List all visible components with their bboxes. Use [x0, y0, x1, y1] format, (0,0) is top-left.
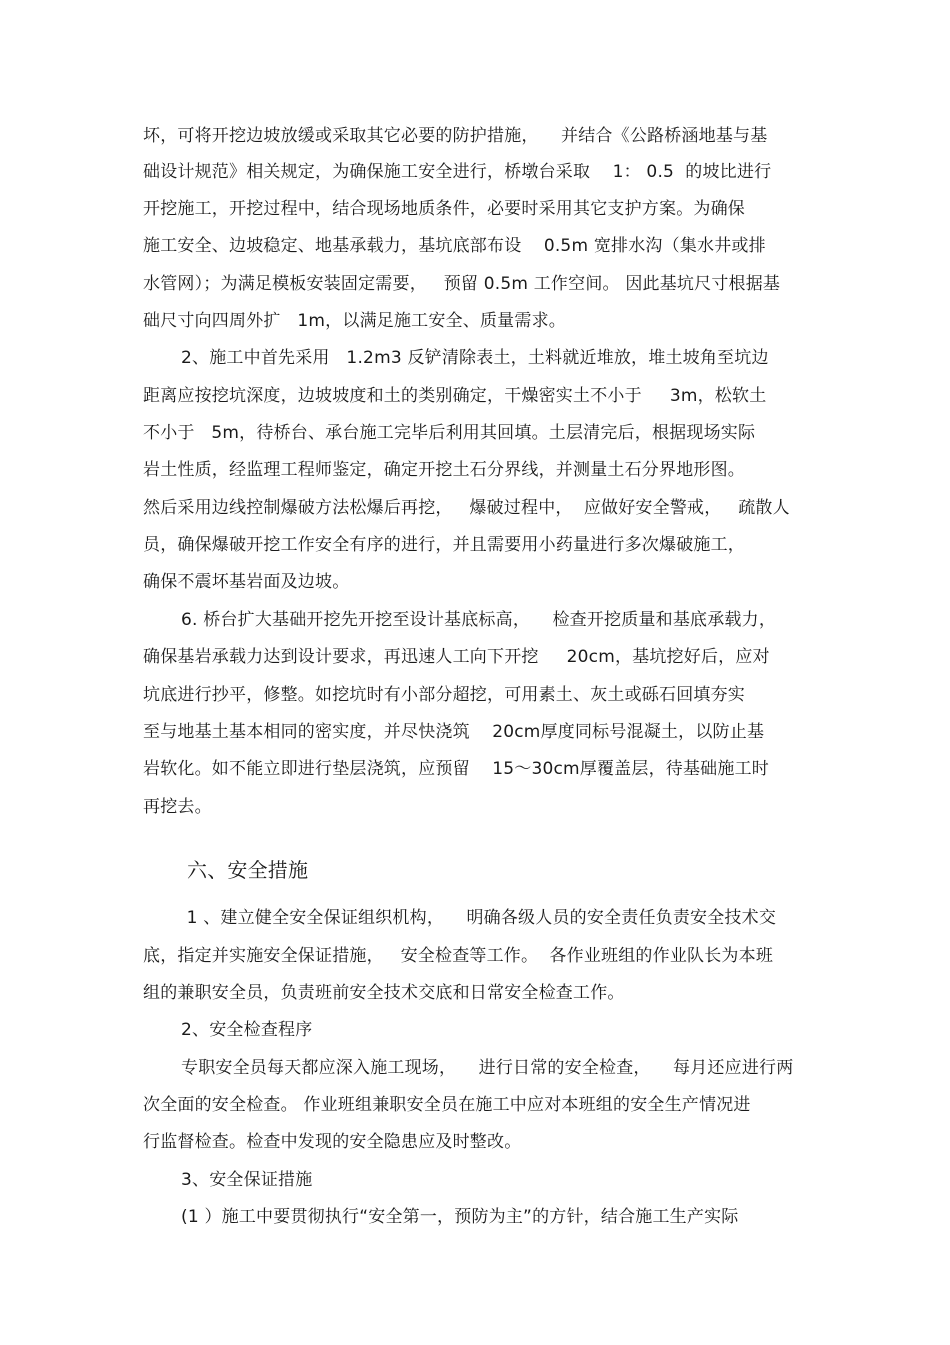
paragraph-2-line-2: 距离应按挖坑深度，边坡坡度和土的类别确定，干燥密实土不小于 3m，松软土 — [143, 386, 767, 406]
paragraph-3-line-4: 至与地基土基本相同的密实度，并尽快浇筑 20cm厚度同标号混凝土，以防止基 — [143, 722, 765, 742]
subheading-safety-guarantee-measures: 3、安全保证措施 — [181, 1170, 313, 1190]
paragraph-2-line-7: 确保不震坏基岩面及边坡。 — [143, 572, 350, 592]
paragraph-1-line-5: 水管网）；为满足模板安装固定需要， 预留 0.5m 工作空间。 因此基坑尺寸根据基 — [143, 274, 781, 294]
paragraph-2-line-6: 员，确保爆破开挖工作安全有序的进行，并且需要用小药量进行多次爆破施工， — [143, 535, 745, 555]
paragraph-3-line-6: 再挖去。 — [143, 797, 212, 817]
paragraph-2-line-4: 岩土性质，经监理工程师鉴定，确定开挖土石分界线，并测量土石分界地形图。 — [143, 460, 745, 480]
paragraph-1-line-2: 础设计规范》相关规定，为确保施工安全进行，桥墩台采取 1： 0.5 的坡比进行 — [143, 162, 772, 182]
paragraph-3-line-3: 坑底进行抄平，修整。如挖坑时有小部分超挖，可用素土、灰土或砾石回填夯实 — [143, 685, 745, 705]
paragraph-2-line-3: 不小于 5m，待桥台、承台施工完毕后利用其回填。土层清完后，根据现场实际 — [143, 423, 756, 443]
paragraph-5-line-3: 行监督检查。检查中发现的安全隐患应及时整改。 — [143, 1132, 522, 1152]
paragraph-4-line-2: 底，指定并实施安全保证措施， 安全检查等工作。 各作业班组的作业队长为本班 — [143, 946, 774, 966]
paragraph-1-line-3: 开挖施工，开挖过程中，结合现场地质条件，必要时采用其它支护方案。为确保 — [143, 199, 745, 219]
paragraph-5-line-1: 专职安全员每天都应深入施工现场， 进行日常的安全检查， 每月还应进行两 — [181, 1058, 794, 1078]
paragraph-4-line-1: 1 、建立健全安全保证组织机构， 明确各级人员的安全责任负责安全技术交 — [181, 908, 777, 928]
section-heading: 六、安全措施 — [187, 858, 309, 882]
paragraph-3-line-1: 6. 桥台扩大基础开挖先开挖至设计基底标高， 检查开挖质量和基底承载力， — [181, 610, 777, 630]
paragraph-1-line-6: 础尺寸向四周外扩 1m，以满足施工安全、质量需求。 — [143, 311, 566, 331]
paragraph-6-line-1: (1 ）施工中要贯彻执行“安全第一，预防为主”的方针，结合施工生产实际 — [181, 1207, 739, 1227]
paragraph-3-line-5: 岩软化。如不能立即进行垫层浇筑，应预留 15～30cm厚覆盖层，待基础施工时 — [143, 759, 769, 779]
paragraph-2-line-1: 2、施工中首先采用 1.2m3 反铲清除表土，土料就近堆放，堆土坡角至坑边 — [181, 348, 769, 368]
paragraph-1-line-4: 施工安全、边坡稳定、地基承载力，基坑底部布设 0.5m 宽排水沟（集水井或排 — [143, 236, 766, 256]
subheading-safety-inspection-procedure: 2、安全检查程序 — [181, 1020, 313, 1040]
paragraph-2-line-5: 然后采用边线控制爆破方法松爆后再挖， 爆破过程中， 应做好安全警戒， 疏散人 — [143, 498, 790, 518]
paragraph-4-line-3: 组的兼职安全员，负责班前安全技术交底和日常安全检查工作。 — [143, 983, 625, 1003]
paragraph-1-line-1: 坏，可将开挖边坡放缓或采取其它必要的防护措施， 并结合《公路桥涵地基与基 — [143, 126, 768, 146]
paragraph-3-line-2: 确保基岩承载力达到设计要求，再迅速人工向下开挖 20cm，基坑挖好后，应对 — [143, 647, 770, 667]
paragraph-5-line-2: 次全面的安全检查。 作业班组兼职安全员在施工中应对本班组的安全生产情况进 — [143, 1095, 751, 1115]
